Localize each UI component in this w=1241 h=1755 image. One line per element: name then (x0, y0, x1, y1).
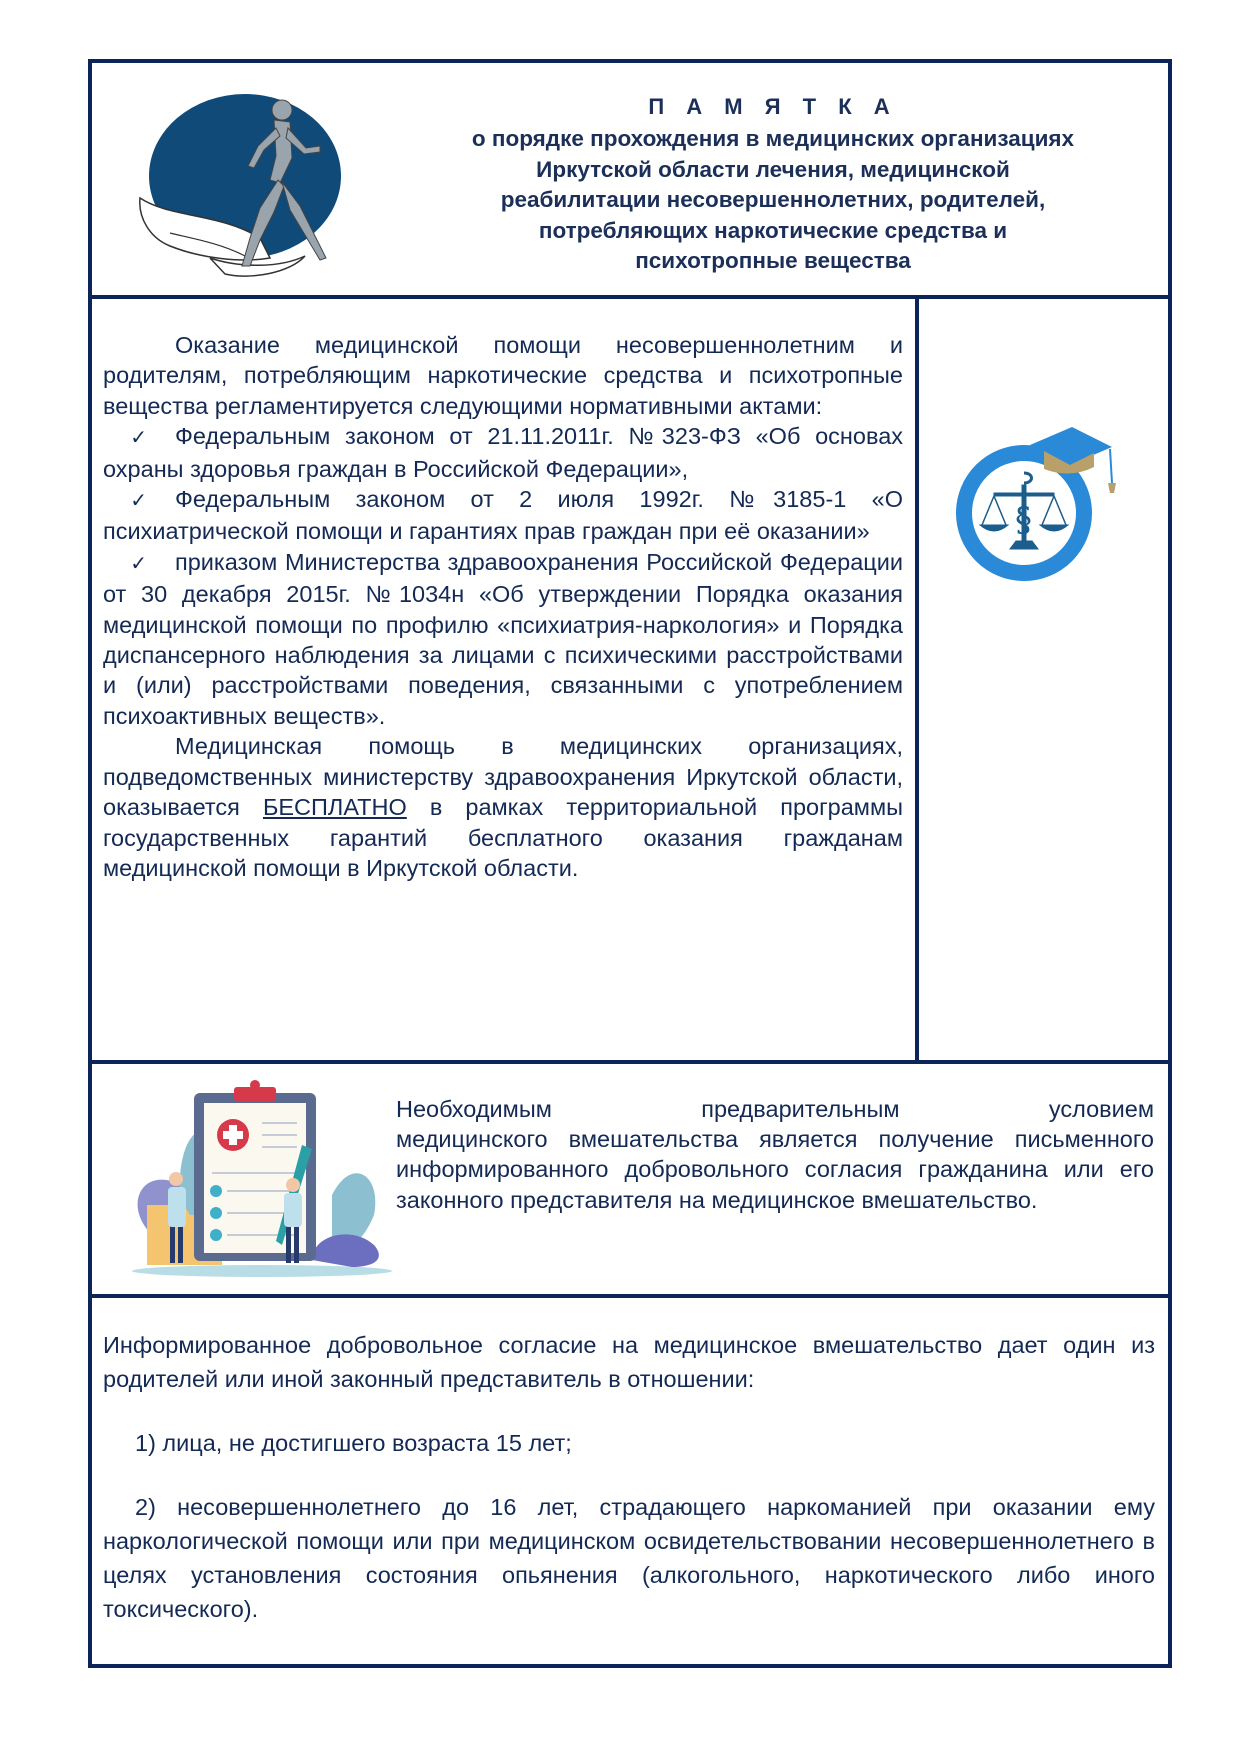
consent-givers-section (103, 1328, 1155, 1656)
page-subtitle-line: Иркутской области лечения, медицинской (536, 156, 1010, 182)
free-care-text: в рамках территориальной программы государственных гарантий бесплатного оказания гражданам медицинской помощи в Иркутской области. (103, 794, 903, 881)
legal-act-item (103, 547, 903, 731)
checkmark-icon: ✓ (130, 427, 147, 450)
consent-givers-item: 1) лица, не достигшего возраста 15 лет; (135, 1430, 572, 1456)
page-title: П А М Я Т К А (648, 94, 898, 119)
consent-text-line: Необходимым предварительным условием (396, 1096, 1154, 1122)
consent-givers-item: 2) несовершеннолетнего до 16 лет, страдающего наркоманией при оказании ему наркологической помощи или при медицинском освидетельствовании несовершеннолетнего в целях установления состояния опьянения (алкогольного, наркотического либо иного токсического). (103, 1494, 1155, 1622)
scales-of-justice-emblem-icon (952, 413, 1122, 583)
legal-act-lead: Федеральным законом от 2 июля 1992г. №3185-1 (175, 486, 847, 513)
legal-intro: Оказание медицинской помощи несовершеннолетним и родителям, потребляющим наркотические средства и психотропные вещества регламентируется следующими нормативными актами: (103, 332, 903, 419)
checkmark-icon: ✓ (130, 552, 147, 575)
divider-vertical (915, 295, 919, 1064)
legal-act-item (103, 421, 903, 484)
runner-on-hand-logo-icon (130, 88, 350, 288)
legal-basis-section (103, 330, 903, 883)
legal-act-rest: Российской Федерации от 30 декабря 2015г. №1034н «Об утверждении Порядка оказания медицинской помощи по профилю «психиатрия-наркология» и Порядка диспансерного наблюдения за лицами с психическими расстройствами и (или) расстройствами поведения, связанными с употреблением психоактивных веществ». (103, 548, 903, 729)
checkmark-icon: ✓ (130, 490, 147, 513)
divider-info (88, 1294, 1172, 1298)
legal-act-item (103, 484, 903, 547)
consent-givers-intro: Информированное добровольное согласие на медицинское вмешательство дает один из родителей или иной законный представитель в отношении: (103, 1332, 1155, 1392)
free-care-text: Медицинская помощь в медицинских организациях, подведомственных министерству здравоохранения Иркутской области, оказывается (103, 733, 903, 821)
page-subtitle-line: реабилитации несовершеннолетних, родителей, (500, 187, 1046, 212)
divider-consent (88, 1060, 1172, 1064)
divider-header (88, 295, 1172, 299)
free-care-paragraph (103, 731, 903, 883)
page-subtitle-line: о порядке прохождения в медицинских организациях (471, 126, 1075, 151)
legal-act-lead: Федеральным законом от 21.11.2011г. №323-ФЗ (175, 423, 741, 450)
legal-act-lead: приказом Министерства здравоохранения (175, 548, 639, 575)
legal-act-rest: «О психиатрической помощи и гарантиях прав граждан при её оказании» (103, 486, 903, 545)
legal-act-rest: «Об основах охраны здоровья граждан в Российской Федерации», (103, 423, 904, 482)
free-care-emphasis: БЕСПЛАТНО (262, 794, 407, 821)
clipboard-checklist-illustration-icon (112, 1075, 412, 1285)
consent-requirement-section (396, 1094, 1154, 1215)
page-subtitle-line: психотропные вещества (635, 248, 911, 273)
consent-text: медицинского вмешательства является получение письменного информированного добровольного согласия гражданина или его законного представителя на медицинское вмешательство. (396, 1126, 1154, 1213)
svg-text:§: § (1015, 500, 1032, 540)
page-header (392, 92, 1154, 277)
page-subtitle-line: потребляющих наркотические средства и (538, 217, 1008, 243)
